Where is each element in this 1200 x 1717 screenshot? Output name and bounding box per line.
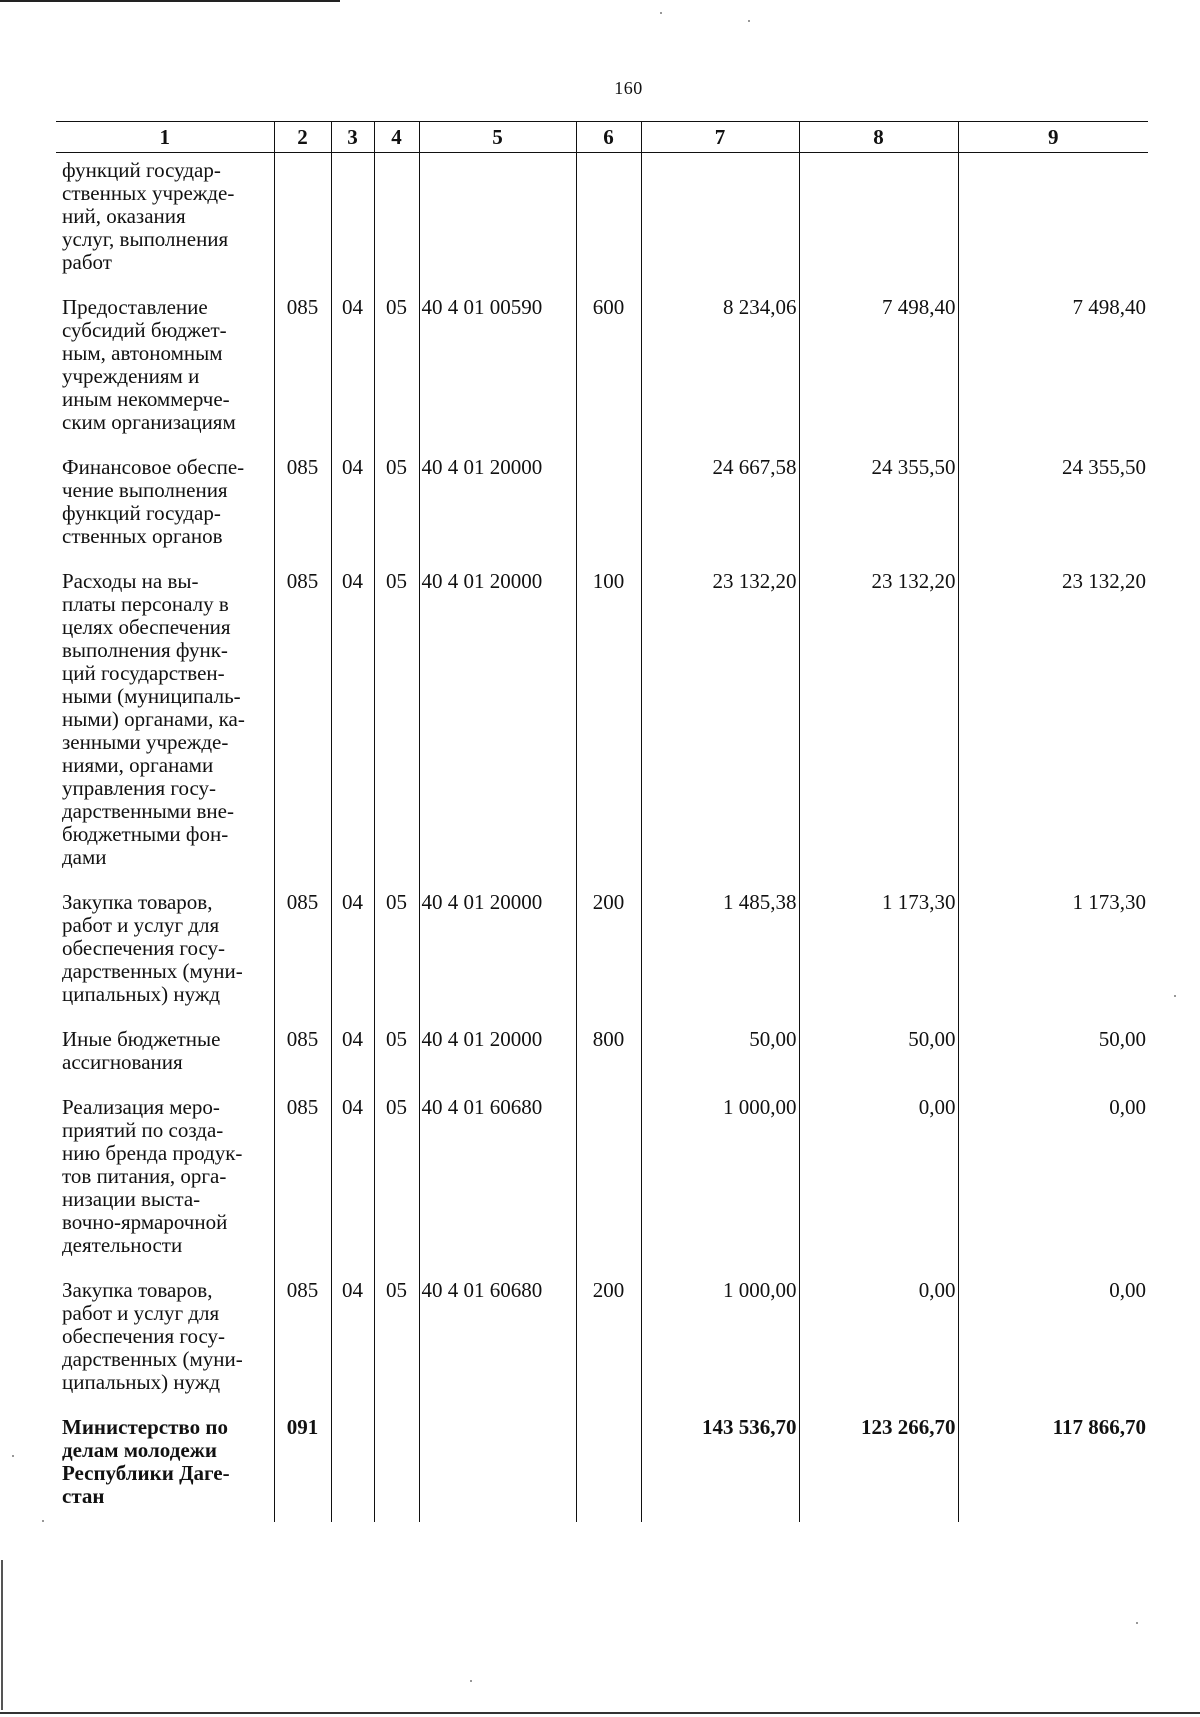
cell-col7: 23 132,20 [641,562,799,883]
scan-speck [12,1455,14,1457]
row-description: Иные бюджетные ассигнования [62,1027,221,1074]
header-cell: 8 [799,122,958,153]
page-number: 160 [614,78,643,98]
cell-col2: 085 [274,448,331,562]
scan-speck [748,20,750,22]
budget-table [56,121,1148,1522]
cell-col7: 143 536,70 [641,1408,799,1522]
cell-col5: 40 4 01 60680 [419,1088,576,1271]
cell-col2: 085 [274,288,331,448]
scan-speck [42,1520,44,1522]
row-description: Министерство по делам молодежи Республики Даге- стан [62,1415,230,1508]
cell-col8: 50,00 [799,1020,958,1088]
scan-edge-top [0,0,340,2]
table-row [56,448,1148,562]
cell-col5: 40 4 01 20000 [419,883,576,1020]
cell-col3: 04 [331,883,374,1020]
cell-col4: 05 [374,288,419,448]
cell-col6: 100 [576,562,641,883]
cell-col4: 05 [374,1088,419,1271]
cell-col2: 085 [274,1088,331,1271]
cell-col5: 40 4 01 00590 [419,288,576,448]
table-row [56,1088,1148,1271]
cell-col7: 1 000,00 [641,1271,799,1408]
cell-col8: 23 132,20 [799,562,958,883]
row-description: Реализация меро- приятий по созда- нию бренда продук- тов питания, орга- низации выста- вочно-ярмарочной деятельности [62,1095,243,1257]
table-row-total [56,1408,1148,1522]
cell-col8: 123 266,70 [799,1408,958,1522]
scan-edge-bottom [0,1712,1200,1714]
cell-col2: 085 [274,883,331,1020]
header-cell: 5 [419,122,576,153]
cell-col3: 04 [331,448,374,562]
cell-col6 [576,448,641,562]
cell-col9: 117 866,70 [958,1408,1148,1522]
cell-col9: 50,00 [958,1020,1148,1088]
header-cell: 4 [374,122,419,153]
cell-col4: 05 [374,562,419,883]
cell-col3 [331,153,374,289]
cell-col7: 24 667,58 [641,448,799,562]
table-row [56,883,1148,1020]
cell-col4 [374,153,419,289]
cell-col9: 0,00 [958,1271,1148,1408]
cell-col5: 40 4 01 20000 [419,1020,576,1088]
row-description: Закупка товаров, работ и услуг для обеспечения госу- дарственных (муни- ципальных) нужд [62,1278,243,1394]
cell-col2: 085 [274,562,331,883]
cell-col3: 04 [331,288,374,448]
cell-col5 [419,1408,576,1522]
cell-col4: 05 [374,1271,419,1408]
header-cell: 3 [331,122,374,153]
header-cell: 6 [576,122,641,153]
header-cell: 9 [958,122,1148,153]
cell-col8: 0,00 [799,1271,958,1408]
table-row [56,1271,1148,1408]
cell-col9: 23 132,20 [958,562,1148,883]
scan-speck [1174,995,1176,997]
header-row [56,122,1148,153]
cell-col6: 600 [576,288,641,448]
cell-col4 [374,1408,419,1522]
row-description: Предоставление субсидий бюджет- ным, автономным учреждениям и иным некоммерче- ским организациям [62,295,236,434]
cell-col2: 085 [274,1271,331,1408]
cell-col4: 05 [374,883,419,1020]
cell-col2: 085 [274,1020,331,1088]
cell-col7: 8 234,06 [641,288,799,448]
cell-col9 [958,153,1148,289]
cell-col9: 7 498,40 [958,288,1148,448]
row-description: функций государ- ственных учрежде- ний, оказания услуг, выполнения работ [62,158,235,274]
cell-col3 [331,1408,374,1522]
cell-col3: 04 [331,1271,374,1408]
cell-col6 [576,153,641,289]
cell-col6: 200 [576,1271,641,1408]
cell-col3: 04 [331,1020,374,1088]
header-cell: 1 [56,122,274,153]
cell-col9: 24 355,50 [958,448,1148,562]
cell-col2 [274,153,331,289]
cell-col3: 04 [331,1088,374,1271]
cell-col8: 7 498,40 [799,288,958,448]
cell-col9: 0,00 [958,1088,1148,1271]
header-cell: 7 [641,122,799,153]
cell-col5: 40 4 01 20000 [419,448,576,562]
cell-col7: 1 485,38 [641,883,799,1020]
cell-col7: 1 000,00 [641,1088,799,1271]
row-description: Финансовое обеспе- чение выполнения функций государ- ственных органов [62,455,245,548]
scan-edge-left [1,1560,3,1710]
cell-col5: 40 4 01 20000 [419,562,576,883]
scan-speck [660,12,662,14]
cell-col3: 04 [331,562,374,883]
cell-col8: 24 355,50 [799,448,958,562]
cell-col8: 0,00 [799,1088,958,1271]
cell-col6: 800 [576,1020,641,1088]
cell-col5 [419,153,576,289]
cell-col8: 1 173,30 [799,883,958,1020]
scan-speck [470,1680,472,1682]
table-row [56,288,1148,448]
cell-col2: 091 [274,1408,331,1522]
row-description: Закупка товаров, работ и услуг для обеспечения госу- дарственных (муни- ципальных) нужд [62,890,243,1006]
cell-col7: 50,00 [641,1020,799,1088]
cell-col5: 40 4 01 60680 [419,1271,576,1408]
table-row [56,562,1148,883]
cell-col4: 05 [374,448,419,562]
cell-col6 [576,1088,641,1271]
cell-col9: 1 173,30 [958,883,1148,1020]
row-description: Расходы на вы- платы персоналу в целях обеспечения выполнения функ- ций государствен- ными (муниципаль- ными) органами, ка- зенными учрежде- ниями, органами управления госу- дарственными вне- бюджетными фон- дами [62,569,245,869]
cell-col4: 05 [374,1020,419,1088]
scan-speck [1136,1622,1138,1624]
header-cell: 2 [274,122,331,153]
cell-col6: 200 [576,883,641,1020]
cell-col6 [576,1408,641,1522]
cell-col8 [799,153,958,289]
table-row [56,153,1148,289]
cell-col7 [641,153,799,289]
table-row [56,1020,1148,1088]
